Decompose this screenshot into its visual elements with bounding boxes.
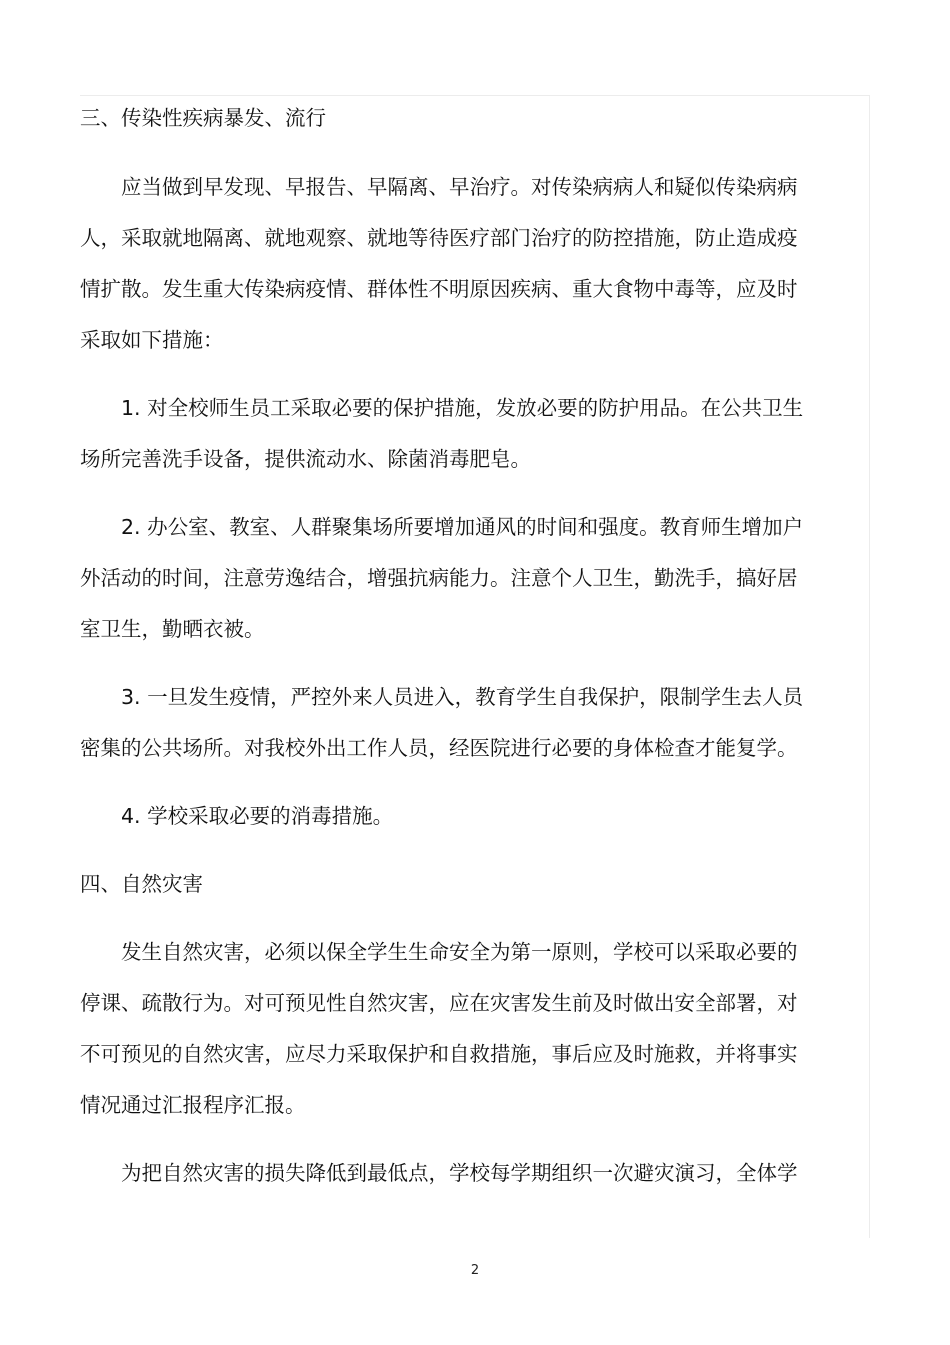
- document-body: [80, 100, 815, 1185]
- text-line: 场所完善洗手设备，提供流动水、除菌消毒肥皂。: [80, 447, 531, 471]
- text-line: 4. 学校采取必要的消毒措施。: [121, 804, 394, 828]
- text-line: 停课、疏散行为。对可预见性自然灾害，应在灾害发生前及时做出安全部署，对: [80, 991, 798, 1015]
- text-line: 外活动的时间，注意劳逸结合，增强抗病能力。注意个人卫生，勤洗手，搞好居: [80, 566, 798, 590]
- text-line: 情况通过汇报程序汇报。: [80, 1093, 306, 1117]
- list-item-2: [80, 515, 815, 641]
- paragraph-3: [80, 1161, 815, 1185]
- list-item-3: [80, 685, 815, 760]
- section-heading-3: 三、传染性疾病暴发、流行: [80, 106, 326, 130]
- paragraph-2: [80, 940, 815, 1117]
- text-line: 密集的公共场所。对我校外出工作人员，经医院进行必要的身体检查才能复学。: [80, 736, 798, 760]
- section-heading-4: 四、自然灾害: [80, 872, 203, 896]
- list-item-1: [80, 396, 815, 471]
- text-line: 不可预见的自然灾害，应尽力采取保护和自救措施，事后应及时施救，并将事实: [80, 1042, 798, 1066]
- text-line: 为把自然灾害的损失降低到最低点，学校每学期组织一次避灾演习，全体学: [121, 1161, 798, 1185]
- text-line: 3. 一旦发生疫情，严控外来人员进入，教育学生自我保护，限制学生去人员: [121, 685, 804, 709]
- text-line: 室卫生，勤晒衣被。: [80, 617, 265, 641]
- text-line: 2. 办公室、教室、人群聚集场所要增加通风的时间和强度。教育师生增加户: [121, 515, 804, 539]
- text-line: 采取如下措施：: [80, 328, 224, 352]
- text-line: 人，采取就地隔离、就地观察、就地等待医疗部门治疗的防控措施，防止造成疫: [80, 226, 798, 250]
- list-item-4: [80, 804, 815, 828]
- text-line: 发生自然灾害，必须以保全学生生命安全为第一原则，学校可以采取必要的: [121, 940, 798, 964]
- page-number: 2: [470, 1263, 480, 1278]
- text-line: 1. 对全校师生员工采取必要的保护措施，发放必要的防护用品。在公共卫生: [121, 396, 804, 420]
- text-line: 应当做到早发现、早报告、早隔离、早治疗。对传染病病人和疑似传染病病: [121, 175, 798, 199]
- text-line: 情扩散。发生重大传染病疫情、群体性不明原因疾病、重大食物中毒等，应及时: [80, 277, 798, 301]
- paragraph-1: [80, 175, 815, 352]
